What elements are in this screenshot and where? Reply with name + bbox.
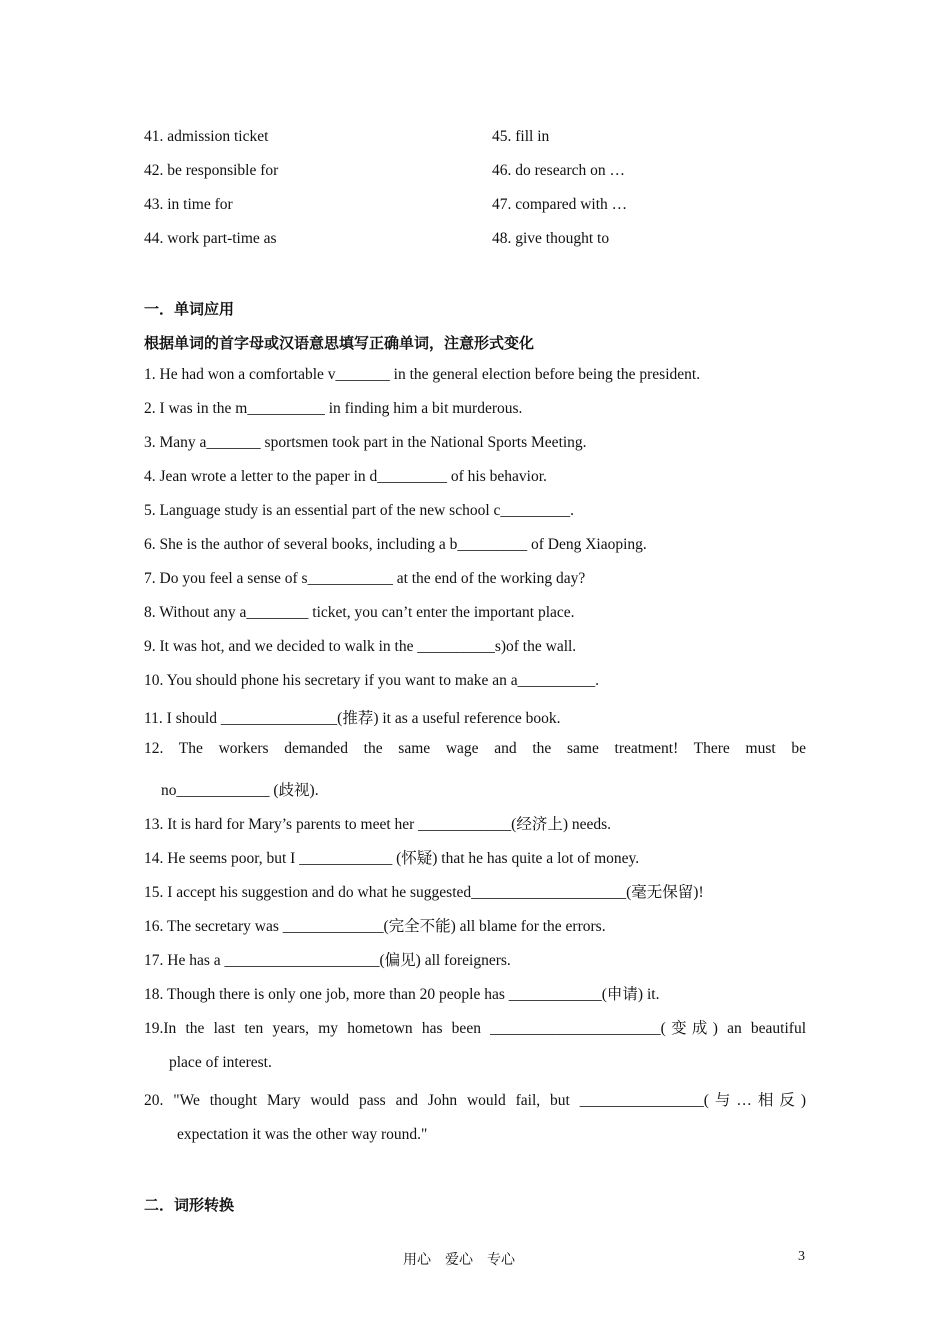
exercise-item: 1. He had won a comfortable v_______ in the general election before being the president.	[144, 366, 701, 383]
exercise-item: 5. Language study is an essential part of the new school c_________.	[144, 502, 575, 519]
phrase-46: 46. do research on …	[492, 162, 625, 179]
exercise-item: 9. It was hot, and we decided to walk in the __________s)of the wall.	[144, 638, 577, 655]
phrase-41: 41. admission ticket	[144, 128, 269, 145]
exercise-item: 3. Many a_______ sportsmen took part in the National Sports Meeting.	[144, 434, 587, 451]
phrase-43: 43. in time for	[144, 196, 233, 213]
phrase-45: 45. fill in	[492, 128, 550, 145]
exercise-item: 11. I should _______________(推荐) it as a useful reference book.	[144, 710, 561, 727]
phrase-42: 42. be responsible for	[144, 162, 279, 179]
exercise-item: 20. "We thought Mary would pass and John would fail, but ________________(与…相反)	[144, 1092, 806, 1109]
section1-heading: 一．单词应用	[144, 300, 235, 318]
exercise-item: 12. The workers demanded the same wage and the same treatment! There must be	[144, 740, 806, 757]
exercise-item: 10. You should phone his secretary if you want to make an a__________.	[144, 672, 600, 689]
exercise-item: 6. She is the author of several books, including a b_________ of Deng Xiaoping.	[144, 536, 647, 553]
section1-instruction: 根据单词的首字母或汉语意思填写正确单词，注意形式变化	[144, 334, 535, 352]
footer-motto: 用心 爱心 专心	[403, 1253, 515, 1268]
exercise-item-continuation: no____________ (歧视).	[161, 782, 319, 799]
exercise-item-continuation: place of interest.	[169, 1054, 272, 1071]
phrase-48: 48. give thought to	[492, 230, 610, 247]
exercise-item: 15. I accept his suggestion and do what he suggested____________________(毫无保留)!	[144, 884, 704, 901]
exercise-item: 14. He seems poor, but I ____________ (怀疑) that he has quite a lot of money.	[144, 850, 640, 867]
exercise-item: 2. I was in the m__________ in finding him a bit murderous.	[144, 400, 523, 417]
exercise-item: 13. It is hard for Mary’s parents to meet her ____________(经济上) needs.	[144, 816, 612, 833]
exercise-item: 8. Without any a________ ticket, you can’t enter the important place.	[144, 604, 575, 621]
exercise-item-continuation: expectation it was the other way round."	[177, 1126, 428, 1143]
phrase-44: 44. work part-time as	[144, 230, 277, 247]
section2-heading: 二．词形转换	[144, 1196, 235, 1214]
exercise-item: 7. Do you feel a sense of s___________ at the end of the working day?	[144, 570, 586, 587]
page-number: 3	[798, 1249, 805, 1264]
exercise-item: 19.In the last ten years, my hometown has been ______________________(变成) an beautiful	[144, 1020, 806, 1037]
phrase-47: 47. compared with …	[492, 196, 628, 213]
exercise-item: 16. The secretary was _____________(完全不能) all blame for the errors.	[144, 918, 606, 935]
exercise-item: 4. Jean wrote a letter to the paper in d_________ of his behavior.	[144, 468, 547, 485]
exercise-item: 17. He has a ____________________(偏见) all foreigners.	[144, 952, 511, 969]
exercise-item: 18. Though there is only one job, more than 20 people has ____________(申请) it.	[144, 986, 660, 1003]
